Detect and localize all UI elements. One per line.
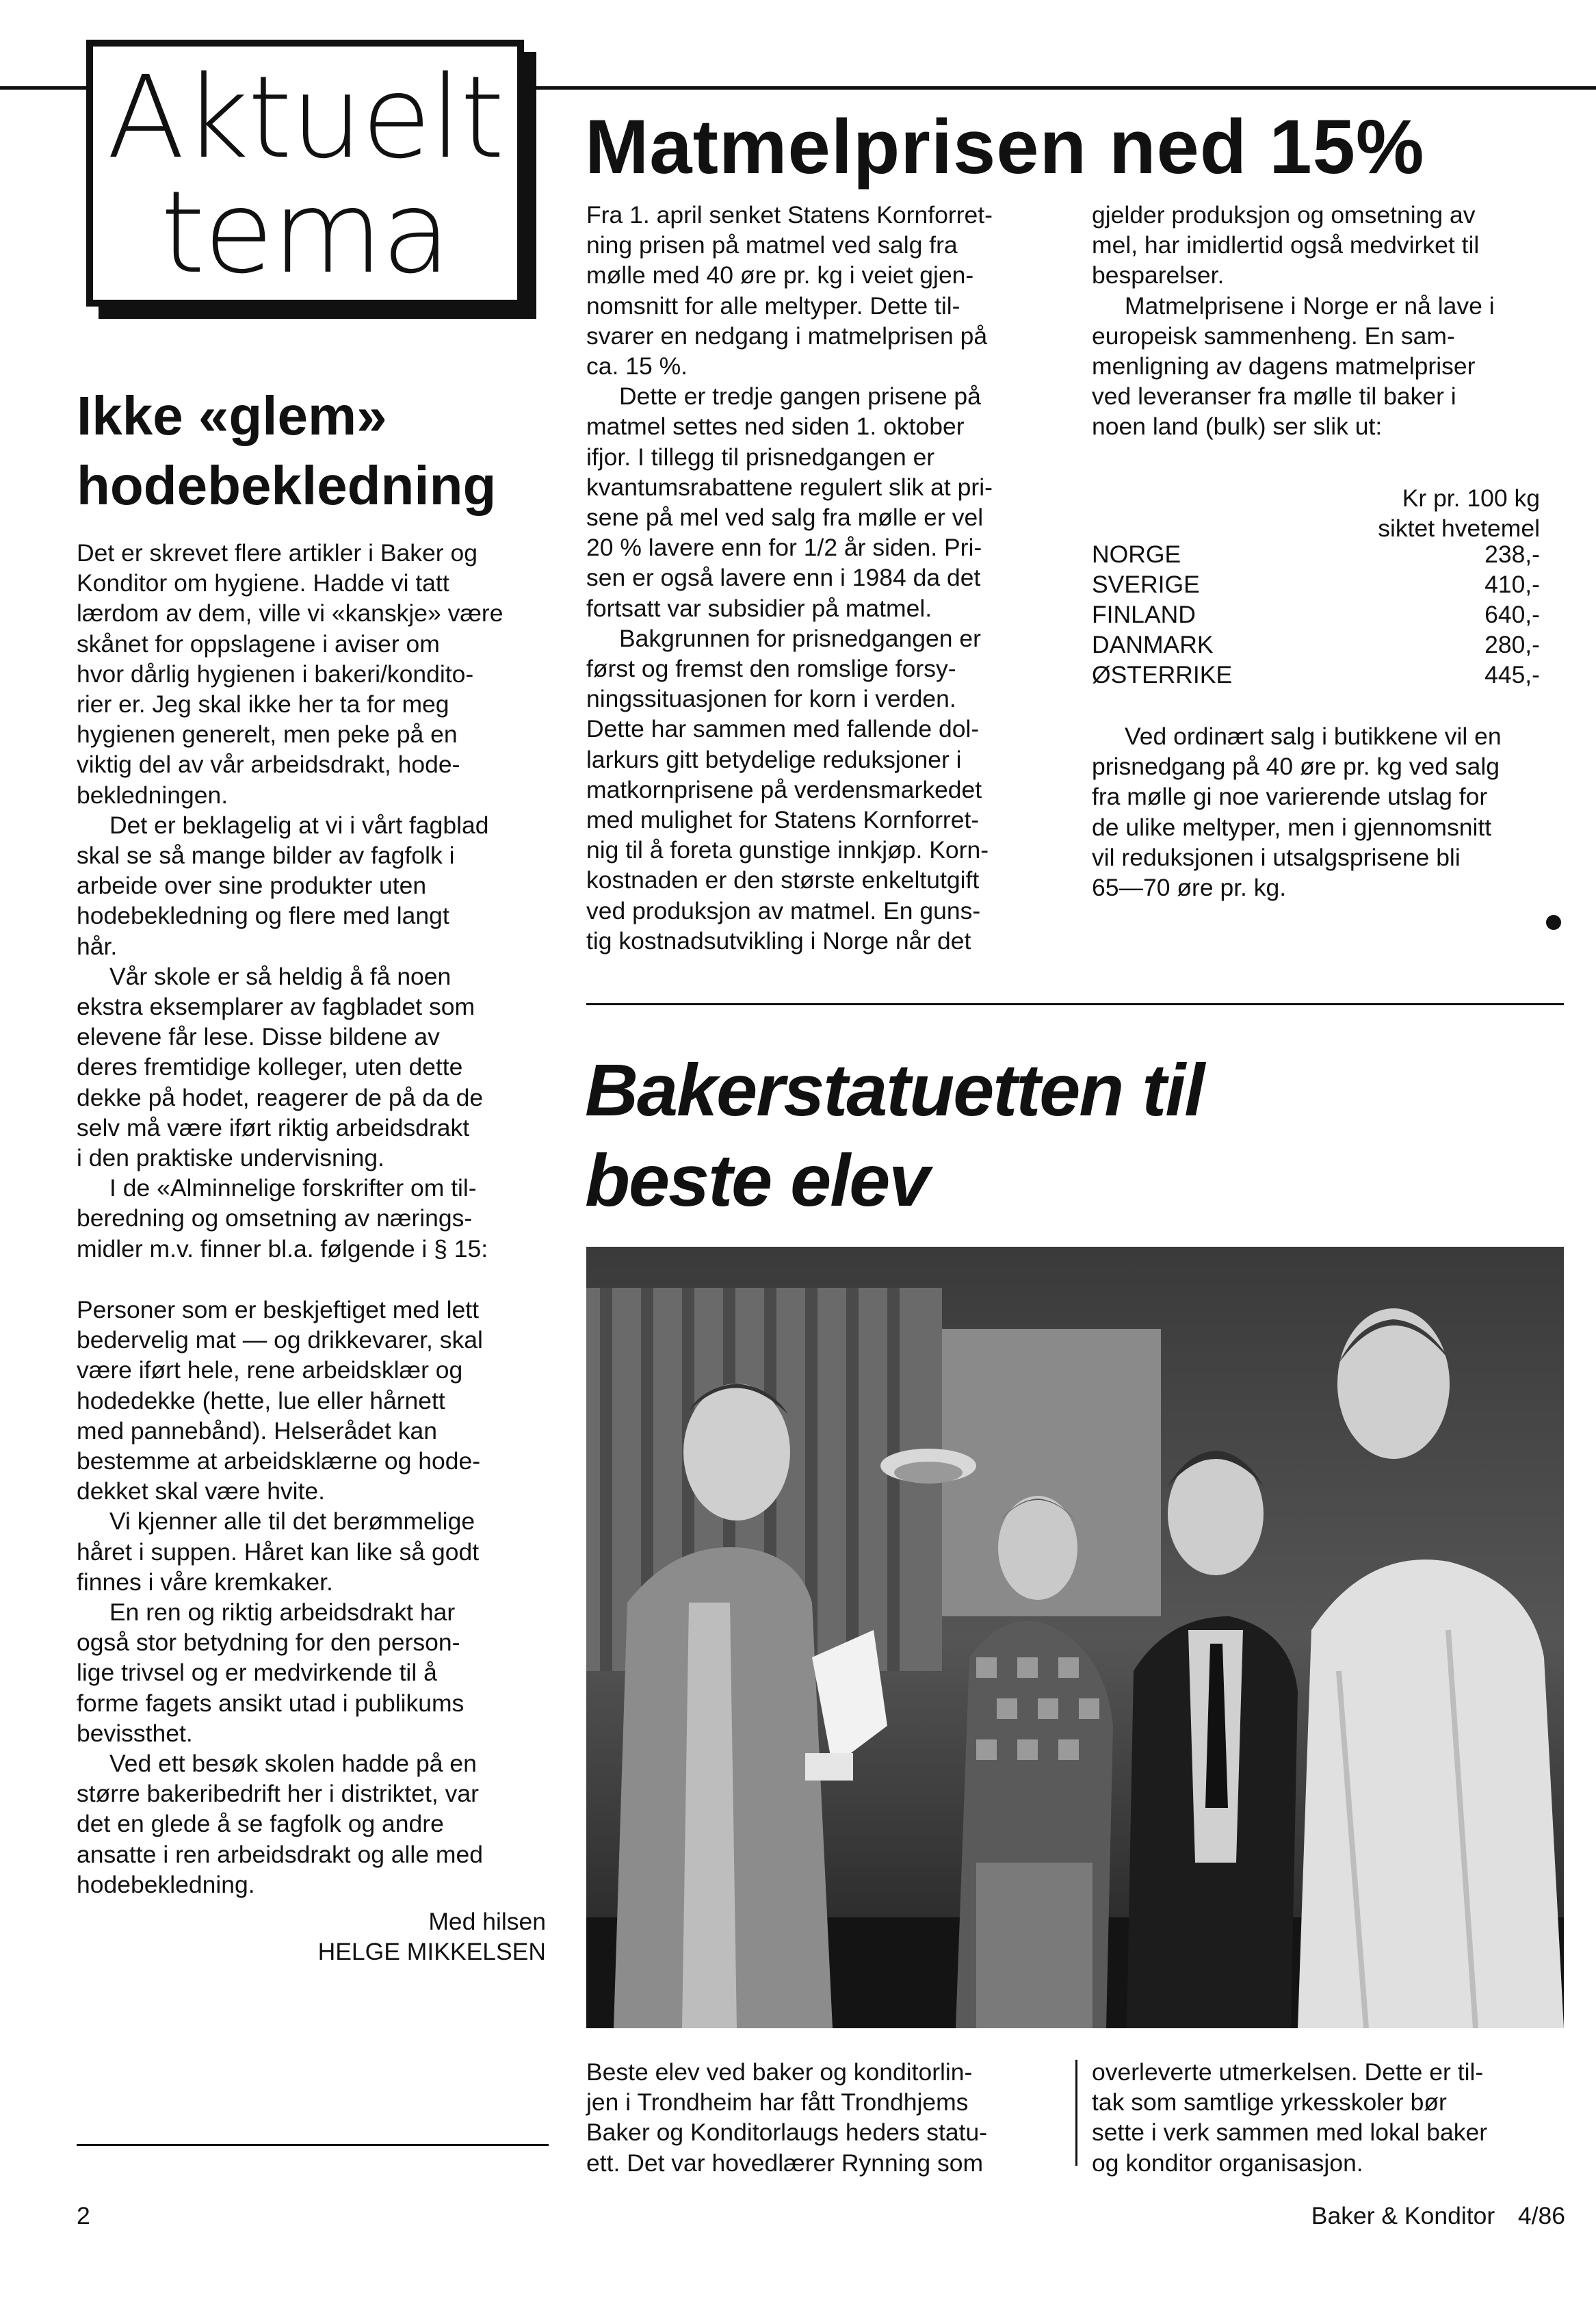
text-line: elevene får lese. Disse bildene av <box>77 1023 440 1051</box>
award-photo <box>586 1247 1564 2028</box>
price-value: 445,- <box>1484 661 1540 688</box>
glem-author: HELGE MIKKELSEN <box>317 1938 546 1965</box>
text-line: arbeide over sine produkter uten <box>77 872 427 900</box>
text-line: matmel settes ned siden 1. oktober <box>586 413 965 441</box>
text-line: skånet for oppslagene i aviser om <box>77 630 440 658</box>
text-line: større bakeribedrift her i distriktet, var <box>77 1780 479 1808</box>
text-line: det en glede å se fagfolk og andre <box>77 1810 444 1838</box>
text-line: Fra 1. april senket Statens Kornforret- <box>586 201 993 229</box>
text-line: dekket skal være hvite. <box>77 1477 326 1505</box>
caption-col1 <box>586 2057 1065 2178</box>
section-box-line2: tema <box>160 167 450 299</box>
text-line: noen land (bulk) ser slik ut: <box>1092 413 1383 441</box>
price-row <box>1092 660 1540 690</box>
text-line: ansatte i ren arbeidsdrakt og alle med <box>77 1840 483 1868</box>
text-line: skal se så mange bilder av fagfolk i <box>77 842 455 870</box>
text-line: ved leveranser fra mølle til baker i <box>1092 383 1456 411</box>
text-line: Vi kjenner alle til det berømmelige <box>109 1507 475 1536</box>
text-line: ifjor. I tillegg til prisnedgangen er <box>586 443 935 471</box>
text-line: gjelder produksjon og omsetning av <box>1092 201 1476 229</box>
text-line: selv må være iført riktig arbeidsdrakt <box>77 1113 470 1141</box>
text-line: Konditor om hygiene. Hadde vi tatt <box>77 569 449 597</box>
text-line: hygienen generelt, men peke på en <box>77 721 458 749</box>
glem-headline-2: hodebekledning <box>77 455 497 516</box>
text-line: jen i Trondheim har fått Trondhjems <box>586 2088 969 2117</box>
text-line: Vår skole er så heldig å få noen <box>109 962 452 990</box>
award-photo-illustration <box>586 1247 1564 2028</box>
text-line: Ved ordinært salg i butikkene vil en <box>1125 723 1502 750</box>
text-line: fra mølle gi noe varierende utslag for <box>1092 783 1488 811</box>
text-line: sene på mel ved salg fra mølle er vel <box>586 504 984 532</box>
matmel-col2-after <box>1092 721 1564 903</box>
price-country: DANMARK <box>1092 631 1214 658</box>
caption-divider <box>1075 2060 1077 2166</box>
text-line: fortsatt var subsidier på matmel. <box>586 594 932 622</box>
price-row <box>1092 630 1540 660</box>
text-line: hodebekledning og flere med langt <box>77 902 449 930</box>
text-line: Det er beklagelig at vi i vårt fagblad <box>109 811 489 839</box>
text-line: overleverte utmerkelsen. Dette er til- <box>1092 2058 1484 2086</box>
price-value: 238,- <box>1484 541 1540 568</box>
text-line: menligning av dagens matmelpriser <box>1092 352 1476 380</box>
text-line: Baker og Konditorlaugs heders statu- <box>586 2119 988 2147</box>
text-line: bevissthet. <box>77 1719 193 1747</box>
section-box-line1: Aktuelt <box>107 52 503 184</box>
statuett-headline-2: beste elev <box>585 1139 929 1221</box>
text-line: kvantumsrabattene regulert slik at pri- <box>586 473 993 501</box>
statuett-headline-1: Bakerstatuetten til <box>585 1048 1204 1131</box>
text-line: Ved ett besøk skolen hadde på en <box>109 1750 477 1778</box>
text-line: hodedekke (hette, lue eller hårnett <box>77 1386 445 1414</box>
text-line: En ren og riktig arbeidsdrakt har <box>109 1598 456 1627</box>
text-line: lærdom av dem, ville vi «kanskje» være <box>77 599 503 627</box>
section-box-aktuelt-tema <box>86 40 524 307</box>
text-line: Beste elev ved baker og konditorlin- <box>586 2058 973 2086</box>
text-line: ved produksjon av matmel. En guns- <box>586 896 981 924</box>
text-line: mel, har imidlertid også medvirket til <box>1092 231 1480 259</box>
glem-body <box>77 538 555 1264</box>
caption-col2 <box>1092 2057 1564 2178</box>
text-line: dekke på hodet, reagerer de på da de <box>77 1083 484 1111</box>
matmel-col2 <box>1092 200 1564 442</box>
glem-body-2 <box>77 1295 555 1900</box>
text-line: først og fremst den romslige forsy- <box>586 655 956 683</box>
matmel-col1 <box>586 200 1058 956</box>
text-line: svarer en nedgang i matmelprisen på <box>586 322 988 350</box>
text-line: mølle med 40 øre pr. kg i veiet gjen- <box>586 261 974 289</box>
text-line: matkornprisene på verdensmarkedet <box>586 775 982 803</box>
text-line: Dette er tredje gangen prisene på <box>619 383 981 411</box>
text-line: ning prisen på matmel ved salg fra <box>586 231 958 259</box>
text-line: hvor dårlig hygienen i bakeri/kondito- <box>77 660 474 688</box>
price-row <box>1092 599 1540 630</box>
text-line: Dette har sammen med fallende dol- <box>586 715 980 743</box>
footer-publication <box>1292 2201 1565 2231</box>
text-line: 20 % lavere enn for 1/2 år siden. Pri- <box>586 534 982 562</box>
text-line: Matmelprisene i Norge er nå lave i <box>1125 292 1495 320</box>
text-line: ekstra eksemplarer av fagbladet som <box>77 993 475 1021</box>
text-line: være iført hele, rene arbeidsklær og <box>77 1356 463 1384</box>
text-line: med pannebånd). Helserådet kan <box>77 1416 437 1445</box>
end-mark <box>1546 915 1561 930</box>
footer-publication-name: Baker & Konditor <box>1311 2202 1495 2229</box>
text-line: hodebekledning. <box>77 1870 255 1898</box>
text-line: ett. Det var hovedlærer Rynning som <box>586 2149 984 2177</box>
text-line: Bakgrunnen for prisnedgangen er <box>619 624 981 652</box>
text-line: håret i suppen. Håret kan like så godt <box>77 1538 480 1566</box>
text-line: rier er. Jeg skal ikke her ta for meg <box>77 690 449 719</box>
text-line: viktig del av vår arbeidsdrakt, hode- <box>77 751 460 779</box>
text-line: I de «Alminnelige forskrifter om til- <box>109 1174 477 1202</box>
price-country: NORGE <box>1092 541 1181 568</box>
text-line: beredning og omsetning av nærings- <box>77 1204 473 1232</box>
text-line: prisnedgang på 40 øre pr. kg ved salg <box>1092 753 1500 781</box>
price-value: 280,- <box>1484 631 1540 658</box>
text-line: sen er også lavere enn i 1984 da det <box>586 564 981 592</box>
text-line: bekledningen. <box>77 781 228 809</box>
text-line: i den praktiske undervisning. <box>77 1144 384 1172</box>
glem-signoff: Med hilsen <box>428 1908 546 1935</box>
text-line: ca. 15 %. <box>586 352 688 380</box>
text-line: med mulighet for Statens Kornforret- <box>586 806 980 834</box>
page-number: 2 <box>77 2202 90 2229</box>
price-table-header-1: Kr pr. 100 kg <box>1402 484 1540 512</box>
text-line: Personer som er beskjeftiget med lett <box>77 1296 479 1323</box>
text-line: også stor betydning for den person- <box>77 1629 460 1657</box>
price-row <box>1092 539 1540 569</box>
text-line: tig kostnadsutvikling i Norge når det <box>586 927 971 955</box>
price-value: 410,- <box>1484 571 1540 598</box>
text-line: de ulike meltyper, men i gjennomsnitt <box>1092 813 1492 841</box>
text-line: deres fremtidige kolleger, uten dette <box>77 1053 463 1081</box>
text-line: Det er skrevet flere artikler i Baker og <box>77 539 478 567</box>
text-line: sette i verk sammen med lokal baker <box>1092 2119 1488 2147</box>
price-table-header-2: siktet hvetemel <box>1378 515 1540 542</box>
text-line: og konditor organisasjon. <box>1092 2149 1363 2177</box>
text-line: larkurs gitt betydelige reduksjoner i <box>586 745 962 773</box>
mid-rule <box>586 1003 1564 1005</box>
text-line: finnes i våre kremkaker. <box>77 1568 333 1596</box>
text-line: bedervelig mat — og drikkevarer, skal <box>77 1326 483 1354</box>
text-line: bestemme at arbeidsklærne og hode- <box>77 1447 481 1475</box>
price-row <box>1092 569 1540 599</box>
text-line: besparelser. <box>1092 261 1225 289</box>
text-line: vil reduksjonen i utsalgsprisene bli <box>1092 843 1461 871</box>
text-line: ningssituasjonen for korn i verden. <box>586 685 956 713</box>
text-line: 65—70 øre pr. kg. <box>1092 874 1287 902</box>
text-line: europeisk sammenheng. En sam- <box>1092 322 1455 350</box>
glem-headline-1: Ikke «glem» <box>77 385 387 446</box>
price-table <box>1092 539 1540 697</box>
price-country: ØSTERRIKE <box>1092 661 1233 688</box>
text-line: kostnaden er den største enkeltutgift <box>586 866 980 894</box>
text-line: lige trivsel og er medvirkende til å <box>77 1659 437 1687</box>
text-line: nomsnitt for alle meltyper. Dette til- <box>586 292 960 320</box>
text-line: hår. <box>77 932 118 960</box>
text-line: midler m.v. finner bl.a. følgende i § 15: <box>77 1234 488 1263</box>
footer-issue: 4/86 <box>1517 2202 1565 2229</box>
price-value: 640,- <box>1484 601 1540 628</box>
price-country: FINLAND <box>1092 601 1196 628</box>
matmel-headline: Matmelprisen ned 15% <box>585 104 1425 190</box>
text-line: forme fagets ansikt utad i publikums <box>77 1689 465 1717</box>
text-line: tak som samtlige yrkesskoler bør <box>1092 2088 1447 2117</box>
left-bottom-rule <box>77 2144 549 2146</box>
price-country: SVERIGE <box>1092 571 1200 598</box>
text-line: nig til å foreta gunstige innkjøp. Korn- <box>586 836 989 864</box>
